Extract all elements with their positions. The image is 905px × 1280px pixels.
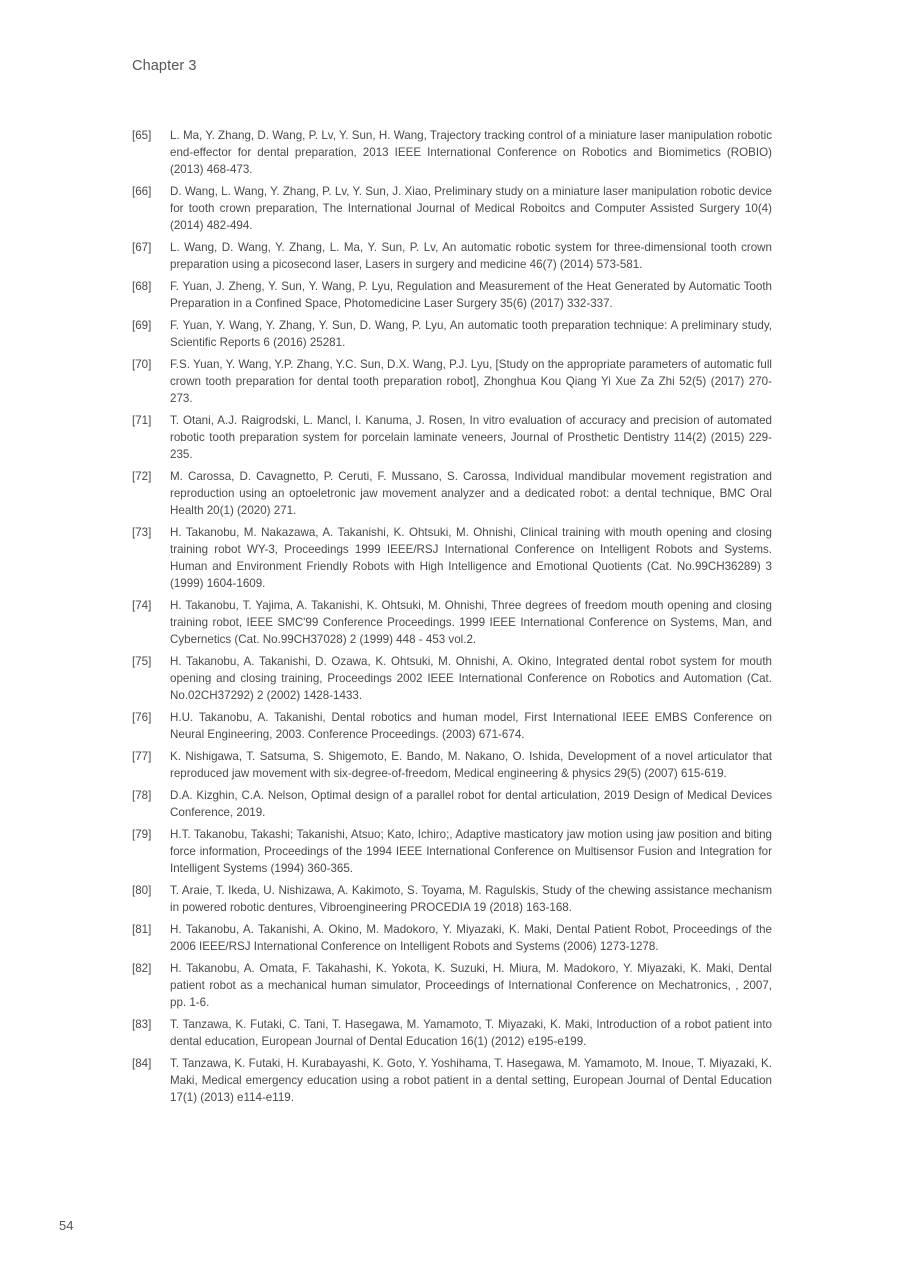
reference-number: [83] <box>132 1018 152 1031</box>
reference-text: H. Takanobu, T. Yajima, A. Takanishi, K. Ohtsuki, M. Ohnishi, Three degrees of freedom mouth opening and closing training robot, IEEE SMC'99 Conference Proceedings. 1999 IEEE International Conference on Systems, Man, and Cybernetics (Cat. No.99CH37028) 2 (1999) 448 - 453 vol.2. <box>170 599 772 646</box>
reference-text: D.A. Kizghin, C.A. Nelson, Optimal design of a parallel robot for dental articulation, 2019 Design of Medical Devices Conference, 2019. <box>170 789 772 819</box>
reference-item <box>132 597 772 648</box>
reference-text: T. Araie, T. Ikeda, U. Nishizawa, A. Kakimoto, S. Toyama, M. Ragulskis, Study of the chewing assistance mechanism in powered robotic dentures, Vibroengineering PROCEDIA 19 (2018) 163-168. <box>170 884 772 914</box>
reference-item <box>132 127 772 178</box>
reference-item <box>132 468 772 519</box>
reference-item <box>132 1016 772 1050</box>
reference-item <box>132 709 772 743</box>
reference-item <box>132 412 772 463</box>
reference-item <box>132 921 772 955</box>
reference-number: [81] <box>132 923 152 936</box>
reference-text: T. Tanzawa, K. Futaki, C. Tani, T. Hasegawa, M. Yamamoto, T. Miyazaki, K. Maki, Introduction of a robot patient into dental education, European Journal of Dental Education 16(1) (2012) e195-e199. <box>170 1018 772 1048</box>
reference-number: [71] <box>132 414 152 427</box>
reference-number: [78] <box>132 789 152 802</box>
reference-item <box>132 317 772 351</box>
reference-item <box>132 183 772 234</box>
reference-number: [67] <box>132 241 152 254</box>
reference-text: H. Takanobu, A. Omata, F. Takahashi, K. Yokota, K. Suzuki, H. Miura, M. Madokoro, Y. Miyazaki, K. Maki, Dental patient robot as a mechanical human simulator, Proceedings of International Conference on Mechatronics, , 2007, pp. 1-6. <box>170 962 772 1009</box>
reference-number: [80] <box>132 884 152 897</box>
reference-text: D. Wang, L. Wang, Y. Zhang, P. Lv, Y. Sun, J. Xiao, Preliminary study on a miniature laser manipulation robotic device for tooth crown preparation, The International Journal of Medical Roboitcs and Computer Assisted Surgery 10(4) (2014) 482-494. <box>170 185 772 232</box>
reference-number: [66] <box>132 185 152 198</box>
page-number: 54 <box>59 1218 74 1233</box>
reference-text: H.T. Takanobu, Takashi; Takanishi, Atsuo; Kato, Ichiro;, Adaptive masticatory jaw motion using jaw position and biting force information, Proceedings of the 1994 IEEE International Conference on Multisensor Fusion and Integration for Intelligent Systems (1994) 360-365. <box>170 828 772 875</box>
reference-number: [79] <box>132 828 152 841</box>
reference-item <box>132 882 772 916</box>
reference-text: F.S. Yuan, Y. Wang, Y.P. Zhang, Y.C. Sun, D.X. Wang, P.J. Lyu, [Study on the appropriate parameters of automatic full crown tooth preparation for dental tooth preparation robot], Zhonghua Kou Qiang Yi Xue Za Zhi 52(5) (2017) 270-273. <box>170 358 772 405</box>
reference-text: L. Ma, Y. Zhang, D. Wang, P. Lv, Y. Sun, H. Wang, Trajectory tracking control of a miniature laser manipulation robotic end-effector for dental preparation, 2013 IEEE International Conference on Robotics and Biomimetics (ROBIO) (2013) 468-473. <box>170 129 772 176</box>
reference-item <box>132 787 772 821</box>
reference-number: [68] <box>132 280 152 293</box>
reference-number: [76] <box>132 711 152 724</box>
reference-number: [74] <box>132 599 152 612</box>
reference-number: [72] <box>132 470 152 483</box>
reference-item <box>132 356 772 407</box>
reference-list <box>132 127 772 1111</box>
reference-number: [73] <box>132 526 152 539</box>
reference-item <box>132 960 772 1011</box>
reference-number: [65] <box>132 129 152 142</box>
reference-text: H. Takanobu, A. Takanishi, D. Ozawa, K. Ohtsuki, M. Ohnishi, A. Okino, Integrated dental robot system for mouth opening and closing training, Proceedings 2002 IEEE International Conference on Robotics and Automation (Cat. No.02CH37292) 2 (2002) 1428-1433. <box>170 655 772 702</box>
reference-number: [84] <box>132 1057 152 1070</box>
reference-text: L. Wang, D. Wang, Y. Zhang, L. Ma, Y. Sun, P. Lv, An automatic robotic system for three-dimensional tooth crown preparation using a picosecond laser, Lasers in surgery and medicine 46(7) (2014) 573-581. <box>170 241 772 271</box>
reference-text: F. Yuan, Y. Wang, Y. Zhang, Y. Sun, D. Wang, P. Lyu, An automatic tooth preparation technique: A preliminary study, Scientific Reports 6 (2016) 25281. <box>170 319 772 349</box>
reference-number: [77] <box>132 750 152 763</box>
reference-item <box>132 278 772 312</box>
reference-text: H.U. Takanobu, A. Takanishi, Dental robotics and human model, First International IEEE EMBS Conference on Neural Engineering, 2003. Conference Proceedings. (2003) 671-674. <box>170 711 772 741</box>
reference-text: K. Nishigawa, T. Satsuma, S. Shigemoto, E. Bando, M. Nakano, O. Ishida, Development of a novel articulator that reproduced jaw movement with six-degree-of-freedom, Medical engineering & physics 29(5) (2007) 615-619. <box>170 750 772 780</box>
reference-number: [70] <box>132 358 152 371</box>
reference-text: H. Takanobu, M. Nakazawa, A. Takanishi, K. Ohtsuki, M. Ohnishi, Clinical training with mouth opening and closing training robot WY-3, Proceedings 1999 IEEE/RSJ International Conference on Intelligent Robots and Systems. Human and Environment Friendly Robots with High Intelligence and Emotional Quotients (Cat. No.99CH36289) 3 (1999) 1604-1609. <box>170 526 772 590</box>
chapter-header: Chapter 3 <box>132 58 197 74</box>
reference-item <box>132 748 772 782</box>
reference-text: F. Yuan, J. Zheng, Y. Sun, Y. Wang, P. Lyu, Regulation and Measurement of the Heat Generated by Automatic Tooth Preparation in a Confined Space, Photomedicine Laser Surgery 35(6) (2017) 332-337. <box>170 280 772 310</box>
reference-text: H. Takanobu, A. Takanishi, A. Okino, M. Madokoro, Y. Miyazaki, K. Maki, Dental Patient Robot, Proceedings of the 2006 IEEE/RSJ International Conference on Intelligent Robots and Systems (2006) 1273-1278. <box>170 923 772 953</box>
reference-text: T. Otani, A.J. Raigrodski, L. Mancl, I. Kanuma, J. Rosen, In vitro evaluation of accuracy and precision of automated robotic tooth preparation system for porcelain laminate veneers, Journal of Prosthetic Dentistry 114(2) (2015) 229-235. <box>170 414 772 461</box>
reference-item <box>132 653 772 704</box>
reference-text: T. Tanzawa, K. Futaki, H. Kurabayashi, K. Goto, Y. Yoshihama, T. Hasegawa, M. Yamamoto, M. Inoue, T. Miyazaki, K. Maki, Medical emergency education using a robot patient in a dental setting, European Journal of Dental Education 17(1) (2013) e114-e119. <box>170 1057 772 1104</box>
reference-text: M. Carossa, D. Cavagnetto, P. Ceruti, F. Mussano, S. Carossa, Individual mandibular movement registration and reproduction using an optoeletronic jaw movement analyzer and a dedicated robot: a dental technique, BMC Oral Health 20(1) (2020) 271. <box>170 470 772 517</box>
reference-item <box>132 524 772 592</box>
reference-number: [69] <box>132 319 152 332</box>
reference-item <box>132 1055 772 1106</box>
reference-number: [82] <box>132 962 152 975</box>
reference-item <box>132 239 772 273</box>
reference-item <box>132 826 772 877</box>
reference-number: [75] <box>132 655 152 668</box>
